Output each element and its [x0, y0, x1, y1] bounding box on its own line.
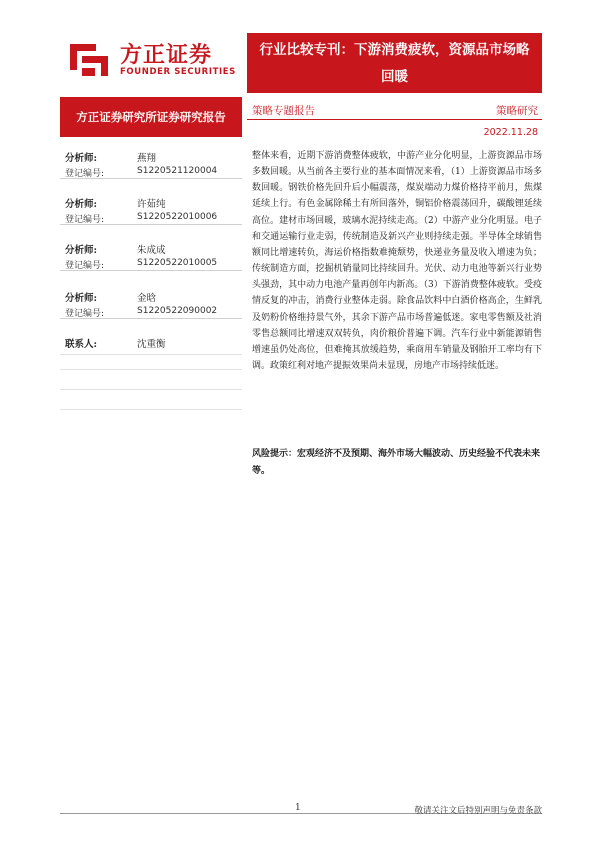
footer-disclaimer: 敬请关注文后特别声明与免责条款: [414, 806, 542, 816]
contact-name: 沈重衡: [137, 339, 166, 350]
company-logo: [60, 36, 235, 84]
registration-number: S1220522010006: [137, 212, 218, 222]
contact-label: 联系人:: [65, 339, 98, 350]
page-number: 1: [295, 803, 301, 813]
founder-logo-icon: [66, 40, 112, 80]
report-type: 策略专题报告: [252, 105, 315, 117]
analyst-name: 许茹纯: [137, 199, 166, 210]
report-title: 行业比较专刊：下游消费疲软，资源品市场略回暖: [259, 42, 530, 85]
sidebar-divider: [60, 369, 242, 370]
institute-name: 方正证券研究所证券研究报告: [76, 110, 226, 124]
title-banner: [247, 33, 542, 93]
analyst-card: [60, 191, 242, 225]
report-date: 2022.11.28: [483, 127, 538, 138]
registration-label: 登记编号:: [65, 169, 105, 179]
analyst-card: [60, 285, 242, 319]
registration-number: S1220522010005: [137, 258, 218, 268]
header-divider: [247, 119, 542, 120]
analyst-card: [60, 145, 242, 179]
registration-label: 登记编号:: [65, 215, 105, 225]
risk-label: 风险提示：: [252, 449, 298, 459]
contact-row: [60, 331, 242, 353]
risk-warning: [252, 446, 542, 480]
report-category: 策略研究: [496, 105, 538, 117]
analyst-role: 分析师:: [65, 293, 98, 304]
analyst-role: 分析师:: [65, 199, 98, 210]
registration-number: S1220522090002: [137, 306, 218, 316]
registration-number: S1220521120004: [137, 166, 218, 176]
risk-text: 宏观经济不及预期、海外市场大幅波动、历史经验不代表未来等。: [252, 449, 541, 476]
analyst-role: 分析师:: [65, 245, 98, 256]
sidebar-divider: [60, 409, 242, 410]
analyst-name: 燕翔: [137, 153, 157, 164]
sidebar-divider: [60, 389, 242, 390]
analyst-name: 朱成成: [137, 245, 166, 256]
analyst-card: [60, 237, 242, 271]
logo-name-cn: 方正证券: [120, 43, 213, 68]
sidebar-divider: [60, 354, 242, 355]
registration-label: 登记编号:: [65, 309, 105, 319]
institute-banner: [60, 97, 242, 137]
logo-name-en: FOUNDER SECURITIES: [120, 67, 236, 77]
analyst-sidebar: [60, 145, 242, 800]
analyst-role: 分析师:: [65, 153, 98, 164]
analyst-name: 金晗: [137, 293, 157, 304]
summary-paragraph: 整体来看，近期下游消费整体疲软，中游产业分化明显，上游资源品市场多数回暖。从当前各主要行业的基本面情况来看，（1）上游资源品市场多数回暖。钢铁价格先回升后小幅震荡，煤炭端动力煤价格持平前月，焦煤延续上行。有色金属除稀土有所回落外，铜铝价格震荡回升，碳酸锂延续高位。建材市场回暖，玻璃水泥持续走高。（2）中游产业分化明显。电子和交通运输行业走弱，传统制造及新兴产业则持续走强。半导体全球销售额同比增速转负，海运价格指数难掩颓势，快递业务量及收入增速为负；传统制造方面，挖掘机销量同比持续回升。光伏、动力电池等新兴行业势头强劲，其中动力电池产量再创年内新高。（3）下游消费整体疲软。受疫情反复的冲击，消费行业整体走弱。除食品饮料中白酒价格高企，生鲜乳及奶粉价格维持景气外，其余下游产品市场普遍低迷。家电零售额及社消零售总额同比增速双双转负，肉价粮价普遍下调。汽车行业中新能源销售增速虽仍处高位，但难掩其放缓趋势，乘商用车销量及钢胎开工率均有下调。政策红利对地产提振效果尚未显现，房地产市场持续低迷。: [252, 151, 542, 372]
registration-label: 登记编号:: [65, 261, 105, 271]
